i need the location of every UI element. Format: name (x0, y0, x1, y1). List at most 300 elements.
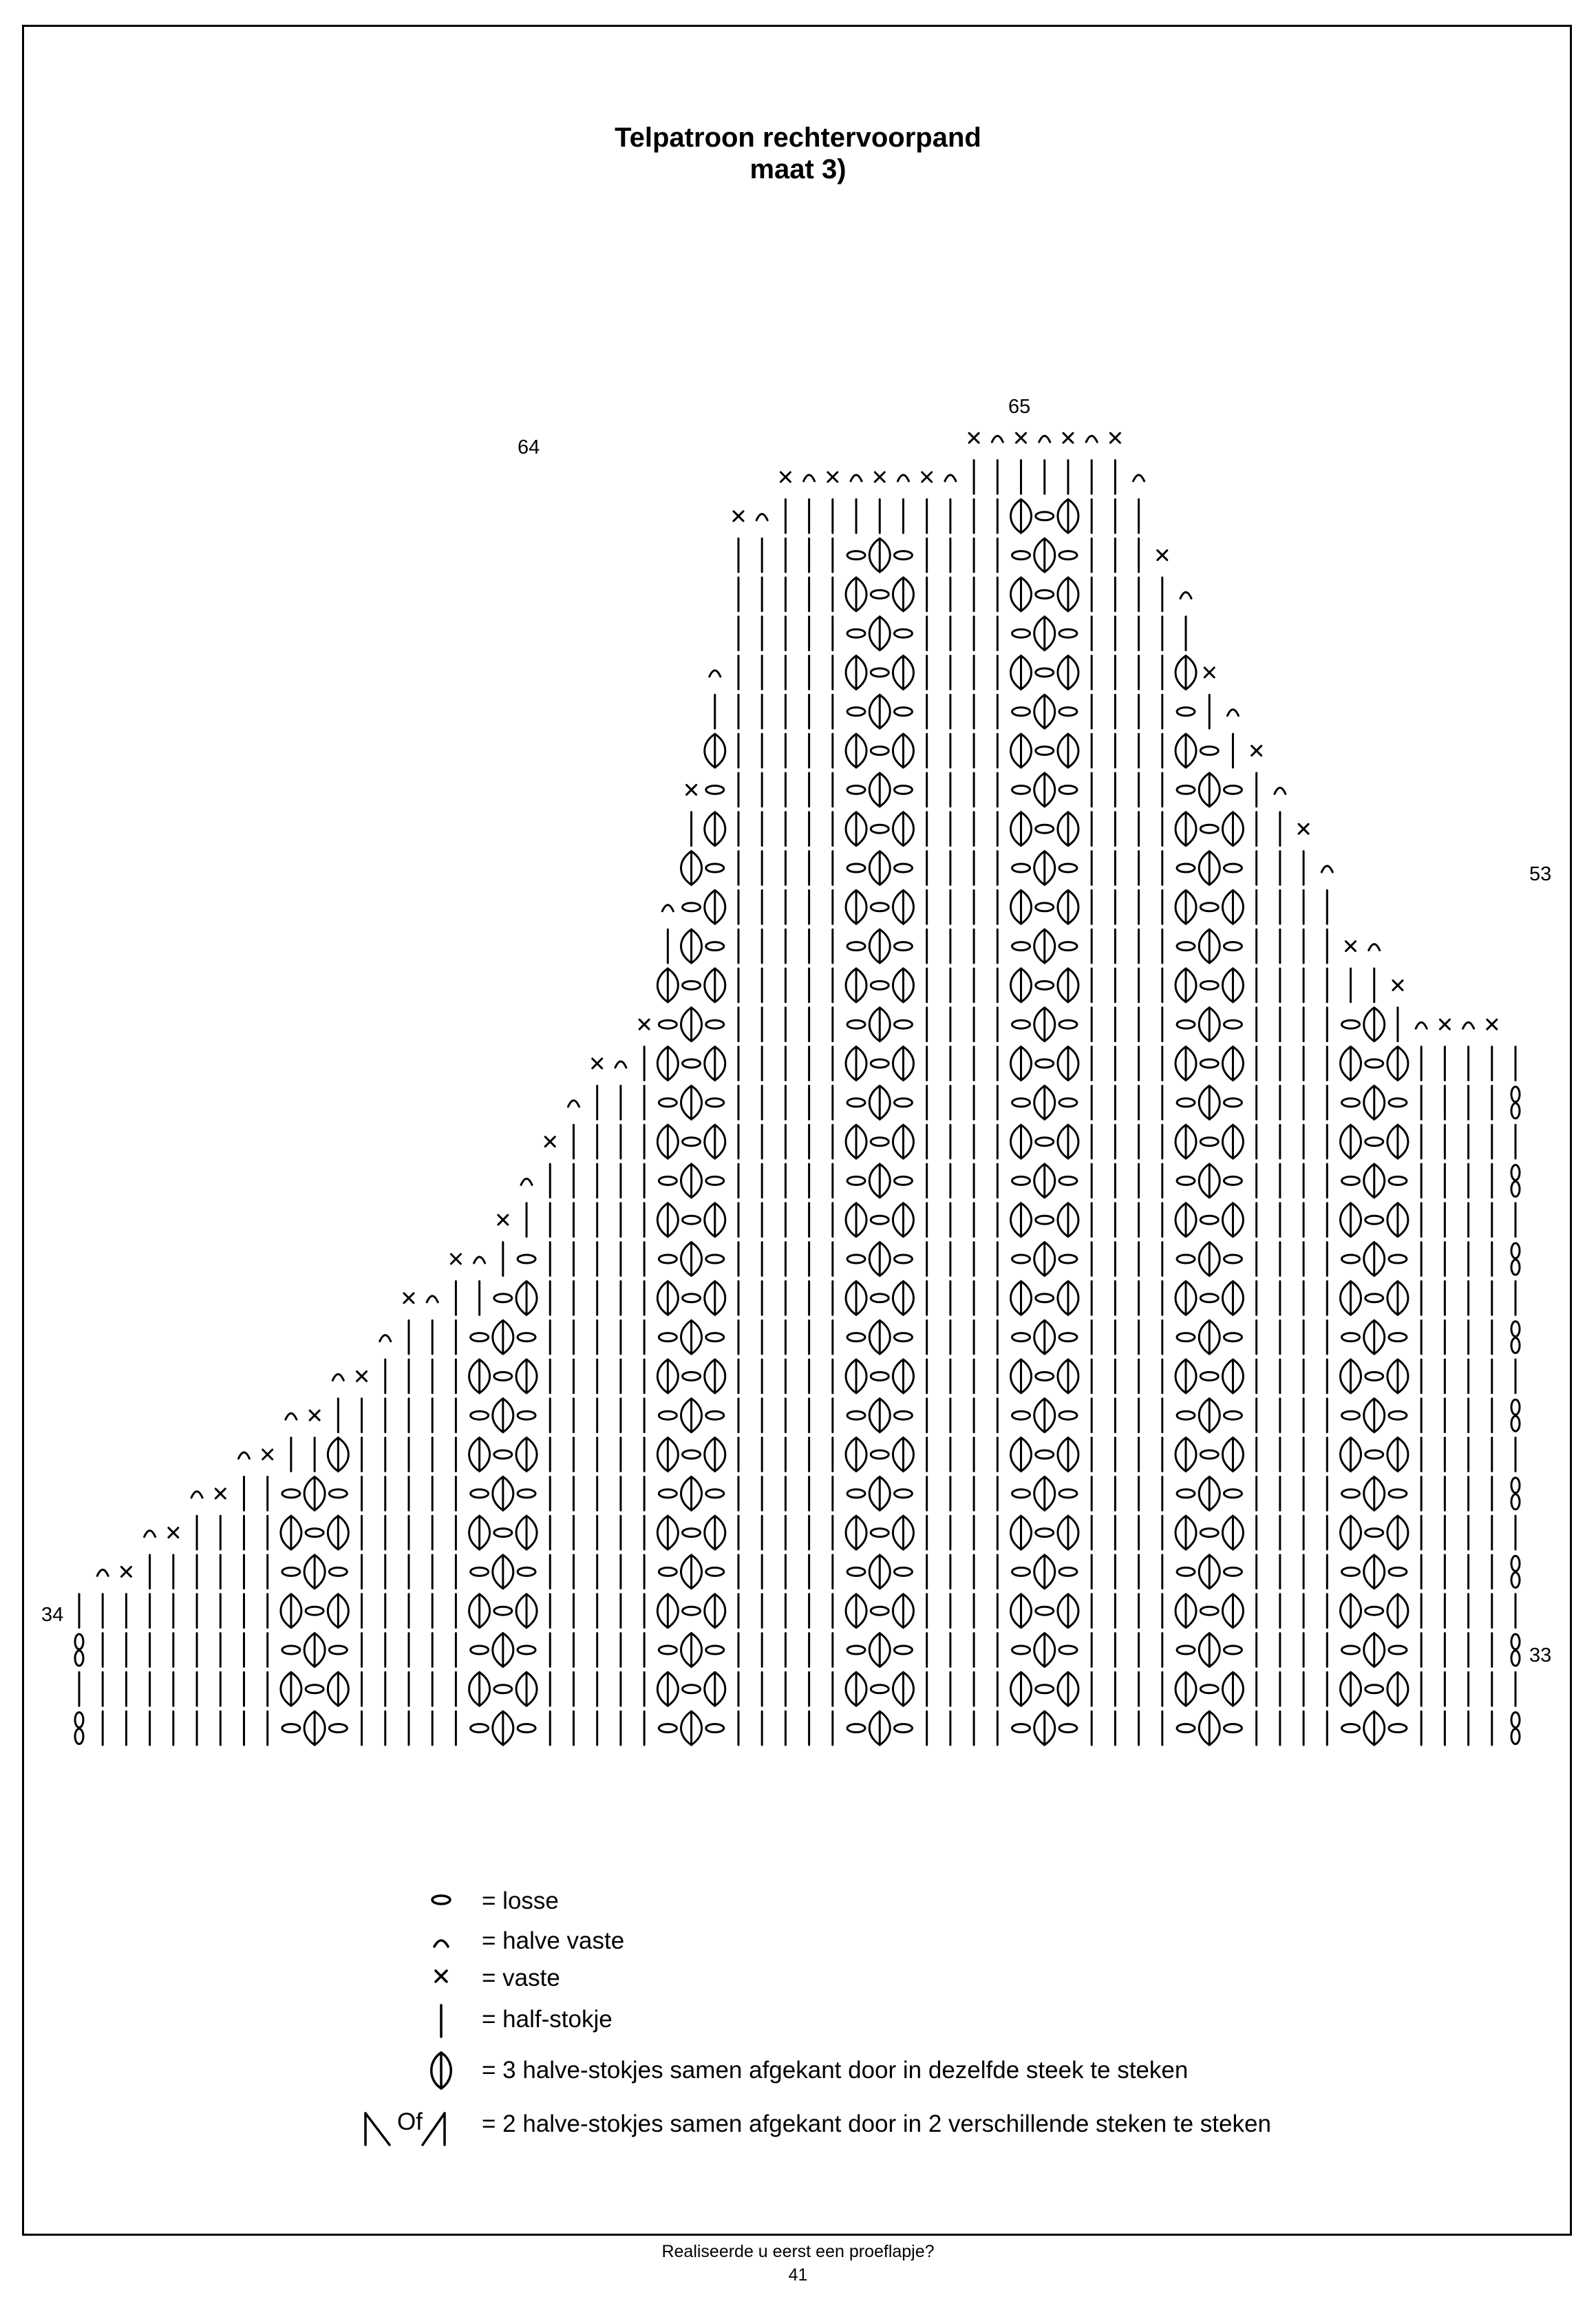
chain-mark (894, 1490, 912, 1498)
chain-mark (282, 1724, 300, 1733)
chain-mark (1389, 1567, 1407, 1576)
chain-mark (1342, 1646, 1360, 1654)
chain-mark (1511, 1494, 1520, 1510)
chain-mark (1059, 551, 1077, 560)
chain-mark (1511, 1729, 1520, 1744)
chain-mark (1224, 1411, 1242, 1419)
chain-mark (871, 825, 889, 833)
chain-mark (1511, 1322, 1520, 1337)
chain-mark (1177, 1646, 1195, 1654)
chain-mark (847, 1646, 865, 1654)
cluster-3-leaf-icon (432, 2053, 451, 2088)
chain-mark (1511, 1651, 1520, 1666)
halve-vaste-mark (1180, 592, 1191, 598)
chain-mark (1012, 1255, 1030, 1263)
chain-mark (1012, 942, 1030, 951)
chain-mark (471, 1333, 489, 1342)
chain-mark (1177, 1255, 1195, 1263)
chain-mark (1511, 1165, 1520, 1180)
chain-mark (1059, 1099, 1077, 1107)
chain-mark (683, 1607, 701, 1615)
chain-mark (894, 1724, 912, 1733)
chain-mark (1200, 1607, 1218, 1615)
chain-mark (1059, 864, 1077, 872)
chain-mark (706, 1567, 724, 1576)
halve-vaste-mark (332, 1374, 343, 1380)
chain-mark (1224, 1333, 1242, 1342)
halve-vaste-mark (1134, 475, 1145, 481)
chain-mark (1365, 1216, 1383, 1224)
chain-mark (282, 1490, 300, 1498)
chain-mark (659, 1255, 677, 1263)
chain-mark (706, 942, 724, 951)
chain-mark (1389, 1724, 1407, 1733)
chain-oval-icon (432, 1896, 450, 1904)
halve-vaste-mark (897, 475, 908, 481)
chain-mark (659, 1176, 677, 1185)
chain-mark (518, 1724, 535, 1733)
chain-mark (1224, 1490, 1242, 1498)
chain-mark (847, 551, 865, 560)
halve-vaste-mark (992, 436, 1003, 442)
chain-mark (494, 1607, 512, 1615)
chain-mark (1012, 708, 1030, 716)
chain-mark (494, 1685, 512, 1693)
chain-mark (518, 1333, 535, 1342)
chain-mark (471, 1411, 489, 1419)
chain-mark (1200, 825, 1218, 833)
legend-text-vaste: = vaste (482, 1965, 560, 1991)
chain-mark (706, 1490, 724, 1498)
chain-mark (471, 1724, 489, 1733)
chain-mark (1177, 1176, 1195, 1185)
chain-mark (706, 1333, 724, 1342)
chain-mark (1224, 1020, 1242, 1028)
legend-text-cluster: = 3 halve-stokjes samen afgekant door in dezelfde steek te steken (482, 2057, 1189, 2084)
chain-mark (1177, 1411, 1195, 1419)
chain-mark (1012, 785, 1030, 794)
chain-mark (1036, 1294, 1054, 1302)
chain-mark (847, 1567, 865, 1576)
legend-text-half-stokje: = half-stokje (482, 2006, 613, 2033)
chain-mark (75, 1729, 83, 1744)
chain-mark (1036, 825, 1054, 833)
halve-vaste-mark (1086, 436, 1097, 442)
chain-mark (494, 1529, 512, 1537)
single-crochet-x-icon (436, 1971, 447, 1982)
chain-mark (1224, 785, 1242, 794)
chain-mark (659, 1099, 677, 1107)
chain-mark (659, 1490, 677, 1498)
chain-mark (1389, 1646, 1407, 1654)
chain-mark (1012, 1411, 1030, 1419)
chain-mark (1200, 1216, 1218, 1224)
halve-vaste-mark (945, 475, 956, 481)
row-label-right-mid: 53 (1529, 863, 1552, 885)
chain-mark (1365, 1607, 1383, 1615)
chain-mark (871, 1685, 889, 1693)
chain-mark (1365, 1685, 1383, 1693)
legend-symbols (365, 1896, 451, 2145)
chain-mark (1177, 1099, 1195, 1107)
chart-title: Telpatroon rechtervoorpand (615, 123, 981, 153)
legend-text-decrease: = 2 halve-stokjes samen afgekant door in 2 verschillende steken te steken (482, 2110, 1271, 2137)
halve-vaste-mark (568, 1101, 579, 1107)
chain-mark (1036, 747, 1054, 755)
chain-mark (1059, 1176, 1077, 1185)
chain-mark (329, 1646, 347, 1654)
chain-mark (894, 1020, 912, 1028)
chain-mark (1224, 864, 1242, 872)
chain-mark (894, 1333, 912, 1342)
chain-mark (1177, 708, 1195, 716)
chain-mark (1511, 1087, 1520, 1102)
chain-mark (1365, 1059, 1383, 1068)
chain-mark (1342, 1411, 1360, 1419)
halve-vaste-mark (615, 1061, 626, 1068)
chain-mark (847, 708, 865, 716)
chain-mark (847, 1490, 865, 1498)
chain-mark (871, 1059, 889, 1068)
chain-mark (683, 1372, 701, 1380)
halve-vaste-mark (286, 1413, 297, 1419)
chain-mark (471, 1646, 489, 1654)
chain-mark (847, 1724, 865, 1733)
chain-mark (706, 1255, 724, 1263)
chain-mark (494, 1372, 512, 1380)
chain-mark (847, 1020, 865, 1028)
chain-mark (1389, 1333, 1407, 1342)
chain-mark (494, 1450, 512, 1459)
chain-mark (1036, 1216, 1054, 1224)
chain-mark (306, 1607, 323, 1615)
halve-vaste-mark (97, 1569, 108, 1576)
chain-mark (871, 668, 889, 677)
chain-mark (1059, 1020, 1077, 1028)
chain-mark (1059, 1567, 1077, 1576)
row-label-left-top: 64 (518, 436, 540, 458)
chain-mark (1177, 1490, 1195, 1498)
chain-mark (894, 785, 912, 794)
chain-mark (683, 1216, 701, 1224)
chain-mark (871, 1216, 889, 1224)
halve-vaste-mark (1416, 1022, 1427, 1028)
halve-vaste-mark (804, 475, 815, 481)
chain-mark (706, 1646, 724, 1654)
chain-mark (1036, 981, 1054, 989)
chain-mark (683, 1529, 701, 1537)
chain-mark (871, 903, 889, 911)
chain-mark (1342, 1724, 1360, 1733)
chain-mark (706, 864, 724, 872)
chain-mark (894, 708, 912, 716)
halve-vaste-mark (474, 1257, 485, 1263)
chain-mark (871, 1607, 889, 1615)
chain-mark (706, 1099, 724, 1107)
chain-mark (871, 747, 889, 755)
halve-vaste-mark (145, 1531, 156, 1537)
chain-mark (894, 1646, 912, 1654)
chain-mark (1036, 1450, 1054, 1459)
chain-mark (1342, 1020, 1360, 1028)
chain-mark (306, 1685, 323, 1693)
chain-mark (1224, 1724, 1242, 1733)
chain-mark (894, 942, 912, 951)
slip-stitch-arc-icon (434, 1940, 448, 1947)
chain-mark (75, 1651, 83, 1666)
chain-mark (1511, 1556, 1520, 1571)
chain-mark (1200, 903, 1218, 911)
halve-vaste-mark (380, 1335, 391, 1342)
chain-mark (871, 1294, 889, 1302)
halve-vaste-mark (1463, 1022, 1474, 1028)
row-label-right-bottom: 33 (1529, 1644, 1552, 1666)
halve-vaste-mark (756, 514, 767, 520)
halve-vaste-mark (191, 1492, 202, 1498)
chain-mark (1012, 1490, 1030, 1498)
chain-mark (1059, 1724, 1077, 1733)
chain-mark (847, 864, 865, 872)
chain-mark (329, 1490, 347, 1498)
chain-mark (894, 551, 912, 560)
chain-mark (1036, 1685, 1054, 1693)
chain-mark (894, 1099, 912, 1107)
chain-mark (329, 1724, 347, 1733)
legend-text-halve-vaste: = halve vaste (482, 1927, 625, 1954)
chain-mark (1036, 668, 1054, 677)
chain-mark (1036, 590, 1054, 598)
chain-mark (1012, 1646, 1030, 1654)
row-label-left-bottom: 34 (41, 1604, 64, 1626)
chain-mark (1059, 942, 1077, 951)
chain-mark (1342, 1490, 1360, 1498)
footer-question: Realiseerde u eerst een proeflapje? (661, 2242, 935, 2261)
chain-mark (683, 1138, 701, 1146)
chain-mark (1012, 551, 1030, 560)
chain-mark (847, 1333, 865, 1342)
halve-vaste-mark (1275, 787, 1286, 794)
chain-mark (1059, 1646, 1077, 1654)
chain-mark (706, 1411, 724, 1419)
chain-mark (871, 1372, 889, 1380)
chain-mark (1059, 629, 1077, 637)
chain-mark (471, 1567, 489, 1576)
chain-mark (1389, 1411, 1407, 1419)
chain-mark (1200, 1059, 1218, 1068)
chain-mark (1200, 747, 1218, 755)
halve-vaste-mark (238, 1452, 249, 1459)
chain-mark (659, 1333, 677, 1342)
chain-mark (1224, 1176, 1242, 1185)
chain-mark (1511, 1416, 1520, 1431)
chain-mark (659, 1646, 677, 1654)
chain-mark (894, 1411, 912, 1419)
chain-mark (1036, 903, 1054, 911)
chain-mark (1389, 1176, 1407, 1185)
chain-mark (1036, 512, 1054, 520)
chain-mark (1012, 1333, 1030, 1342)
chain-mark (1224, 1646, 1242, 1654)
halve-vaste-mark (1039, 436, 1050, 442)
chain-mark (1200, 1294, 1218, 1302)
chain-mark (683, 1059, 701, 1068)
chain-mark (518, 1255, 535, 1263)
chain-mark (1036, 1529, 1054, 1537)
chain-mark (1511, 1260, 1520, 1275)
chain-mark (1012, 629, 1030, 637)
chain-mark (1059, 1411, 1077, 1419)
chain-mark (847, 1099, 865, 1107)
chain-mark (282, 1567, 300, 1576)
chain-mark (1365, 1529, 1383, 1537)
chain-mark (894, 1567, 912, 1576)
chain-mark (329, 1567, 347, 1576)
chain-mark (1511, 1478, 1520, 1493)
chain-mark (1012, 1176, 1030, 1185)
chain-mark (1511, 1713, 1520, 1728)
halve-vaste-mark (521, 1178, 532, 1185)
chain-mark (894, 629, 912, 637)
chain-mark (1177, 864, 1195, 872)
chain-mark (847, 1411, 865, 1419)
chain-mark (706, 1176, 724, 1185)
chain-mark (1342, 1567, 1360, 1576)
chain-mark (706, 1020, 724, 1028)
chain-mark (1012, 1020, 1030, 1028)
legend-text-losse: = losse (482, 1887, 559, 1914)
chain-mark (518, 1490, 535, 1498)
chain-mark (1511, 1181, 1520, 1196)
chain-mark (1059, 708, 1077, 716)
halve-vaste-mark (1369, 944, 1380, 951)
chain-mark (683, 1685, 701, 1693)
chain-mark (659, 1724, 677, 1733)
chain-mark (683, 1294, 701, 1302)
chain-mark (1012, 1099, 1030, 1107)
chain-mark (871, 1138, 889, 1146)
chain-mark (871, 1529, 889, 1537)
chain-mark (659, 1411, 677, 1419)
halve-vaste-mark (662, 905, 673, 911)
chain-mark (659, 1567, 677, 1576)
legend-of-label: Of (397, 2108, 423, 2135)
chain-mark (1200, 1138, 1218, 1146)
chain-mark (706, 785, 724, 794)
chain-mark (518, 1411, 535, 1419)
chain-mark (1200, 1685, 1218, 1693)
chain-mark (1200, 1372, 1218, 1380)
chain-mark (1200, 1450, 1218, 1459)
chain-mark (1224, 1099, 1242, 1107)
chain-mark (1177, 1724, 1195, 1733)
chain-mark (1177, 1020, 1195, 1028)
chain-mark (847, 1176, 865, 1185)
chain-mark (1036, 1607, 1054, 1615)
chain-mark (1224, 1255, 1242, 1263)
chain-mark (683, 981, 701, 989)
chain-mark (1389, 1490, 1407, 1498)
chain-mark (1036, 1059, 1054, 1068)
chain-mark (306, 1529, 323, 1537)
chain-mark (1511, 1572, 1520, 1587)
chain-mark (871, 590, 889, 598)
chain-mark (1365, 1138, 1383, 1146)
chain-mark (847, 629, 865, 637)
halve-vaste-mark (1321, 866, 1332, 872)
halve-vaste-mark (710, 670, 721, 677)
chain-mark (683, 903, 701, 911)
chain-mark (1177, 942, 1195, 951)
chart-subtitle: maat 3) (749, 154, 847, 184)
chain-mark (1224, 1567, 1242, 1576)
chain-mark (1511, 1243, 1520, 1258)
chain-mark (1036, 1372, 1054, 1380)
halve-vaste-mark (427, 1296, 438, 1302)
chain-mark (1059, 1255, 1077, 1263)
chain-mark (1511, 1634, 1520, 1649)
chain-mark (1059, 1490, 1077, 1498)
chain-mark (894, 1255, 912, 1263)
chain-mark (1511, 1338, 1520, 1353)
chain-mark (1036, 1138, 1054, 1146)
stitch-grid (75, 433, 1520, 1745)
chain-mark (847, 1255, 865, 1263)
chain-mark (683, 1450, 701, 1459)
chain-mark (518, 1646, 535, 1654)
chain-mark (706, 1724, 724, 1733)
chain-mark (659, 1020, 677, 1028)
page-number: 41 (788, 2265, 808, 2285)
chain-mark (1177, 1567, 1195, 1576)
chain-mark (1177, 1333, 1195, 1342)
chain-mark (1224, 942, 1242, 951)
halve-vaste-mark (1227, 710, 1238, 716)
chain-mark (518, 1567, 535, 1576)
chain-mark (471, 1490, 489, 1498)
chain-mark (1365, 1450, 1383, 1459)
chain-mark (1012, 864, 1030, 872)
chain-mark (847, 785, 865, 794)
chain-mark (494, 1294, 512, 1302)
chain-mark (1511, 1399, 1520, 1415)
chain-mark (894, 864, 912, 872)
chain-mark (1342, 1176, 1360, 1185)
chain-mark (1511, 1103, 1520, 1119)
chain-mark (1389, 1255, 1407, 1263)
chain-mark (1012, 1567, 1030, 1576)
chain-mark (871, 1450, 889, 1459)
chain-mark (1342, 1333, 1360, 1342)
chain-mark (894, 1176, 912, 1185)
chain-mark (1365, 1294, 1383, 1302)
chain-mark (1342, 1099, 1360, 1107)
chain-mark (1389, 1099, 1407, 1107)
chain-mark (1200, 981, 1218, 989)
chain-mark (1200, 1529, 1218, 1537)
chain-mark (1177, 785, 1195, 794)
row-label-right-top: 65 (1008, 396, 1031, 418)
chain-mark (1365, 1372, 1383, 1380)
chain-mark (871, 981, 889, 989)
chain-mark (75, 1713, 83, 1728)
chain-mark (847, 942, 865, 951)
chain-mark (1059, 1333, 1077, 1342)
chain-mark (1012, 1724, 1030, 1733)
chain-mark (1059, 785, 1077, 794)
chain-mark (75, 1634, 83, 1649)
halve-vaste-mark (851, 475, 862, 481)
chain-mark (282, 1646, 300, 1654)
